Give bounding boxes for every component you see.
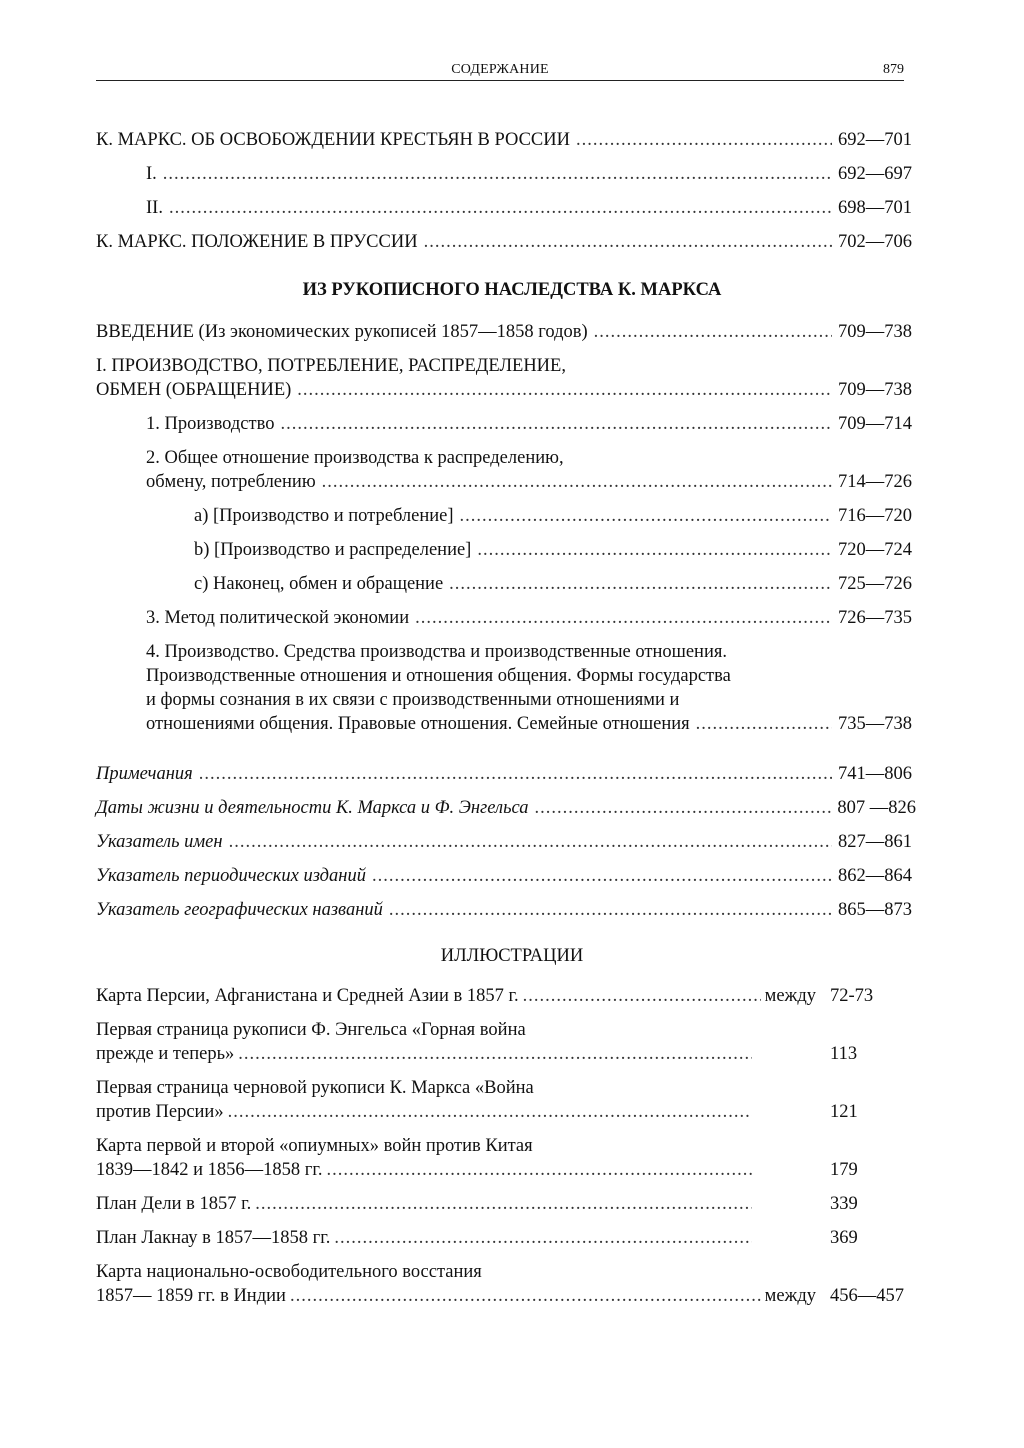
illustration-entry bbox=[96, 1158, 756, 1182]
toc-entry bbox=[96, 378, 912, 402]
dot-leader bbox=[290, 1284, 761, 1308]
illustration-pages: 179 bbox=[830, 1160, 858, 1180]
illustration-pages: 369 bbox=[830, 1228, 858, 1248]
dot-leader bbox=[576, 128, 832, 152]
illustration-label: 1839—1842 и 1856—1858 гг. bbox=[96, 1160, 323, 1180]
toc-entry bbox=[146, 162, 912, 186]
toc-entry-pages: 741—806 bbox=[838, 764, 912, 784]
illustration-entry bbox=[96, 984, 816, 1008]
illustration-entry bbox=[96, 1042, 756, 1066]
dot-leader bbox=[449, 572, 832, 596]
toc-entry-pages: 692—701 bbox=[838, 130, 912, 150]
illustration-entry bbox=[96, 1192, 756, 1216]
toc-entry bbox=[96, 864, 912, 888]
toc-entry bbox=[96, 762, 912, 786]
dot-leader bbox=[415, 606, 832, 630]
header-title: СОДЕРЖАНИЕ bbox=[451, 62, 549, 77]
toc-entry-label: Примечания bbox=[96, 764, 193, 784]
illustration-pages: 121 bbox=[830, 1102, 858, 1122]
dot-leader bbox=[238, 1042, 752, 1066]
toc-entry bbox=[194, 572, 912, 596]
toc-entry bbox=[96, 320, 912, 344]
toc-entry bbox=[146, 412, 912, 436]
illustration-first-line: Первая страница рукописи Ф. Энгельса «Горная война bbox=[96, 1020, 526, 1040]
dot-leader bbox=[229, 830, 832, 854]
toc-entry-pages: 709—738 bbox=[838, 380, 912, 400]
dot-leader bbox=[460, 504, 832, 528]
toc-entry-label: Указатель географических названий bbox=[96, 900, 383, 920]
toc-entry-label: Указатель периодических изданий bbox=[96, 866, 366, 886]
illustration-first-line: Карта национально-освободительного восстания bbox=[96, 1262, 482, 1282]
toc-entry-first-line: 2. Общее отношение производства к распределению, bbox=[146, 448, 564, 468]
illustration-entry bbox=[96, 1226, 756, 1250]
dot-leader bbox=[255, 1192, 752, 1216]
illustration-entry bbox=[96, 1100, 756, 1124]
section-heading: ИЛЛЮСТРАЦИИ bbox=[440, 946, 584, 966]
toc-entry-pages: 709—738 bbox=[838, 322, 912, 342]
toc-entry bbox=[194, 504, 912, 528]
dot-leader bbox=[199, 762, 832, 786]
illustration-label: Карта Персии, Афганистана и Средней Азии в 1857 г. bbox=[96, 986, 519, 1006]
toc-entry-label: b) [Производство и распределение] bbox=[194, 540, 472, 560]
toc-entry bbox=[146, 606, 912, 630]
toc-entry-pages: 807 —826 bbox=[837, 798, 916, 818]
dot-leader bbox=[297, 378, 832, 402]
illustration-label: против Персии» bbox=[96, 1102, 224, 1122]
toc-entry bbox=[146, 470, 912, 494]
toc-entry-label: ОБМЕН (ОБРАЩЕНИЕ) bbox=[96, 380, 292, 400]
toc-entry bbox=[96, 128, 912, 152]
dot-leader bbox=[228, 1100, 752, 1124]
toc-entry-first-line: I. ПРОИЗВОДСТВО, ПОТРЕБЛЕНИЕ, РАСПРЕДЕЛЕНИЕ, bbox=[96, 356, 566, 376]
toc-entry bbox=[96, 796, 916, 820]
toc-entry-pages: 862—864 bbox=[838, 866, 912, 886]
toc-entry-label: обмену, потреблению bbox=[146, 472, 316, 492]
toc-entry bbox=[194, 538, 912, 562]
toc-entry-pages: 716—720 bbox=[838, 506, 912, 526]
illustration-label: План Дели в 1857 г. bbox=[96, 1194, 252, 1214]
dot-leader bbox=[372, 864, 832, 888]
dot-leader bbox=[534, 796, 831, 820]
illustration-label: прежде и теперь» bbox=[96, 1044, 235, 1064]
illustration-label: 1857— 1859 гг. в Индии bbox=[96, 1286, 286, 1306]
toc-entry-pages: 726—735 bbox=[838, 608, 912, 628]
toc-entry-label: К. МАРКС. ПОЛОЖЕНИЕ В ПРУССИИ bbox=[96, 232, 418, 252]
toc-entry-pages: 720—724 bbox=[838, 540, 912, 560]
illustration-pages: 113 bbox=[830, 1044, 858, 1064]
dot-leader bbox=[322, 470, 832, 494]
toc-entry-pages: 725—726 bbox=[838, 574, 912, 594]
dot-leader bbox=[424, 230, 832, 254]
toc-entry-pages: 709—714 bbox=[838, 414, 912, 434]
toc-entry-label: К. МАРКС. ОБ ОСВОБОЖДЕНИИ КРЕСТЬЯН В РОССИИ bbox=[96, 130, 570, 150]
toc-entry bbox=[146, 196, 912, 220]
dot-leader bbox=[334, 1226, 752, 1250]
illustration-first-line: Первая страница черновой рукописи К. Маркса «Война bbox=[96, 1078, 534, 1098]
toc-entry-label: I. bbox=[146, 164, 157, 184]
toc-entry-pages: 702—706 bbox=[838, 232, 912, 252]
running-header bbox=[96, 62, 904, 81]
between-word: между bbox=[764, 1286, 816, 1306]
illustration-first-line: Карта первой и второй «опиумных» войн против Китая bbox=[96, 1136, 533, 1156]
illustration-pages: 456—457 bbox=[830, 1286, 904, 1306]
toc-entry-pages: 865—873 bbox=[838, 900, 912, 920]
toc-entry-label: 3. Метод политической экономии bbox=[146, 608, 410, 628]
dot-leader bbox=[163, 162, 832, 186]
toc-entry-pages: 714—726 bbox=[838, 472, 912, 492]
toc-entry bbox=[146, 712, 912, 736]
dot-leader bbox=[327, 1158, 753, 1182]
toc-entry-line: 4. Производство. Средства производства и производственные отношения. bbox=[146, 642, 727, 662]
illustration-label: План Лакнау в 1857—1858 гг. bbox=[96, 1228, 331, 1248]
toc-entry-pages: 827—861 bbox=[838, 832, 912, 852]
toc-entry-pages: 698—701 bbox=[838, 198, 912, 218]
dot-leader bbox=[280, 412, 832, 436]
toc-entry bbox=[96, 830, 912, 854]
toc-entry-line: и формы сознания в их связи с производственными отношениями и bbox=[146, 690, 680, 710]
toc-entry-label: Указатель имен bbox=[96, 832, 223, 852]
dot-leader bbox=[523, 984, 761, 1008]
illustration-entry bbox=[96, 1284, 816, 1308]
section-heading: ИЗ РУКОПИСНОГО НАСЛЕДСТВА К. МАРКСА bbox=[302, 280, 722, 300]
toc-entry-line: Производственные отношения и отношения общения. Формы государства bbox=[146, 666, 731, 686]
toc-entry-label: c) Наконец, обмен и обращение bbox=[194, 574, 444, 594]
between-word: между bbox=[764, 986, 816, 1006]
toc-entry-label: II. bbox=[146, 198, 163, 218]
dot-leader bbox=[594, 320, 832, 344]
illustration-pages: 72-73 bbox=[830, 986, 874, 1006]
dot-leader bbox=[169, 196, 832, 220]
toc-entry-label: a) [Производство и потребление] bbox=[194, 506, 454, 526]
toc-entry-label: 1. Производство bbox=[146, 414, 275, 434]
dot-leader bbox=[696, 712, 832, 736]
toc-entry bbox=[96, 898, 912, 922]
dot-leader bbox=[477, 538, 832, 562]
toc-entry-pages: 735—738 bbox=[838, 714, 912, 734]
toc-entry-pages: 692—697 bbox=[838, 164, 912, 184]
page-number: 879 bbox=[883, 62, 904, 77]
toc-entry bbox=[96, 230, 912, 254]
toc-entry-label: Даты жизни и деятельности К. Маркса и Ф. Энгельса bbox=[96, 798, 529, 818]
toc-entry-label: ВВЕДЕНИЕ (Из экономических рукописей 1857—1858 годов) bbox=[96, 322, 588, 342]
illustration-pages: 339 bbox=[830, 1194, 858, 1214]
toc-entry-label: отношениями общения. Правовые отношения. Семейные отношения bbox=[146, 714, 690, 734]
dot-leader bbox=[389, 898, 832, 922]
